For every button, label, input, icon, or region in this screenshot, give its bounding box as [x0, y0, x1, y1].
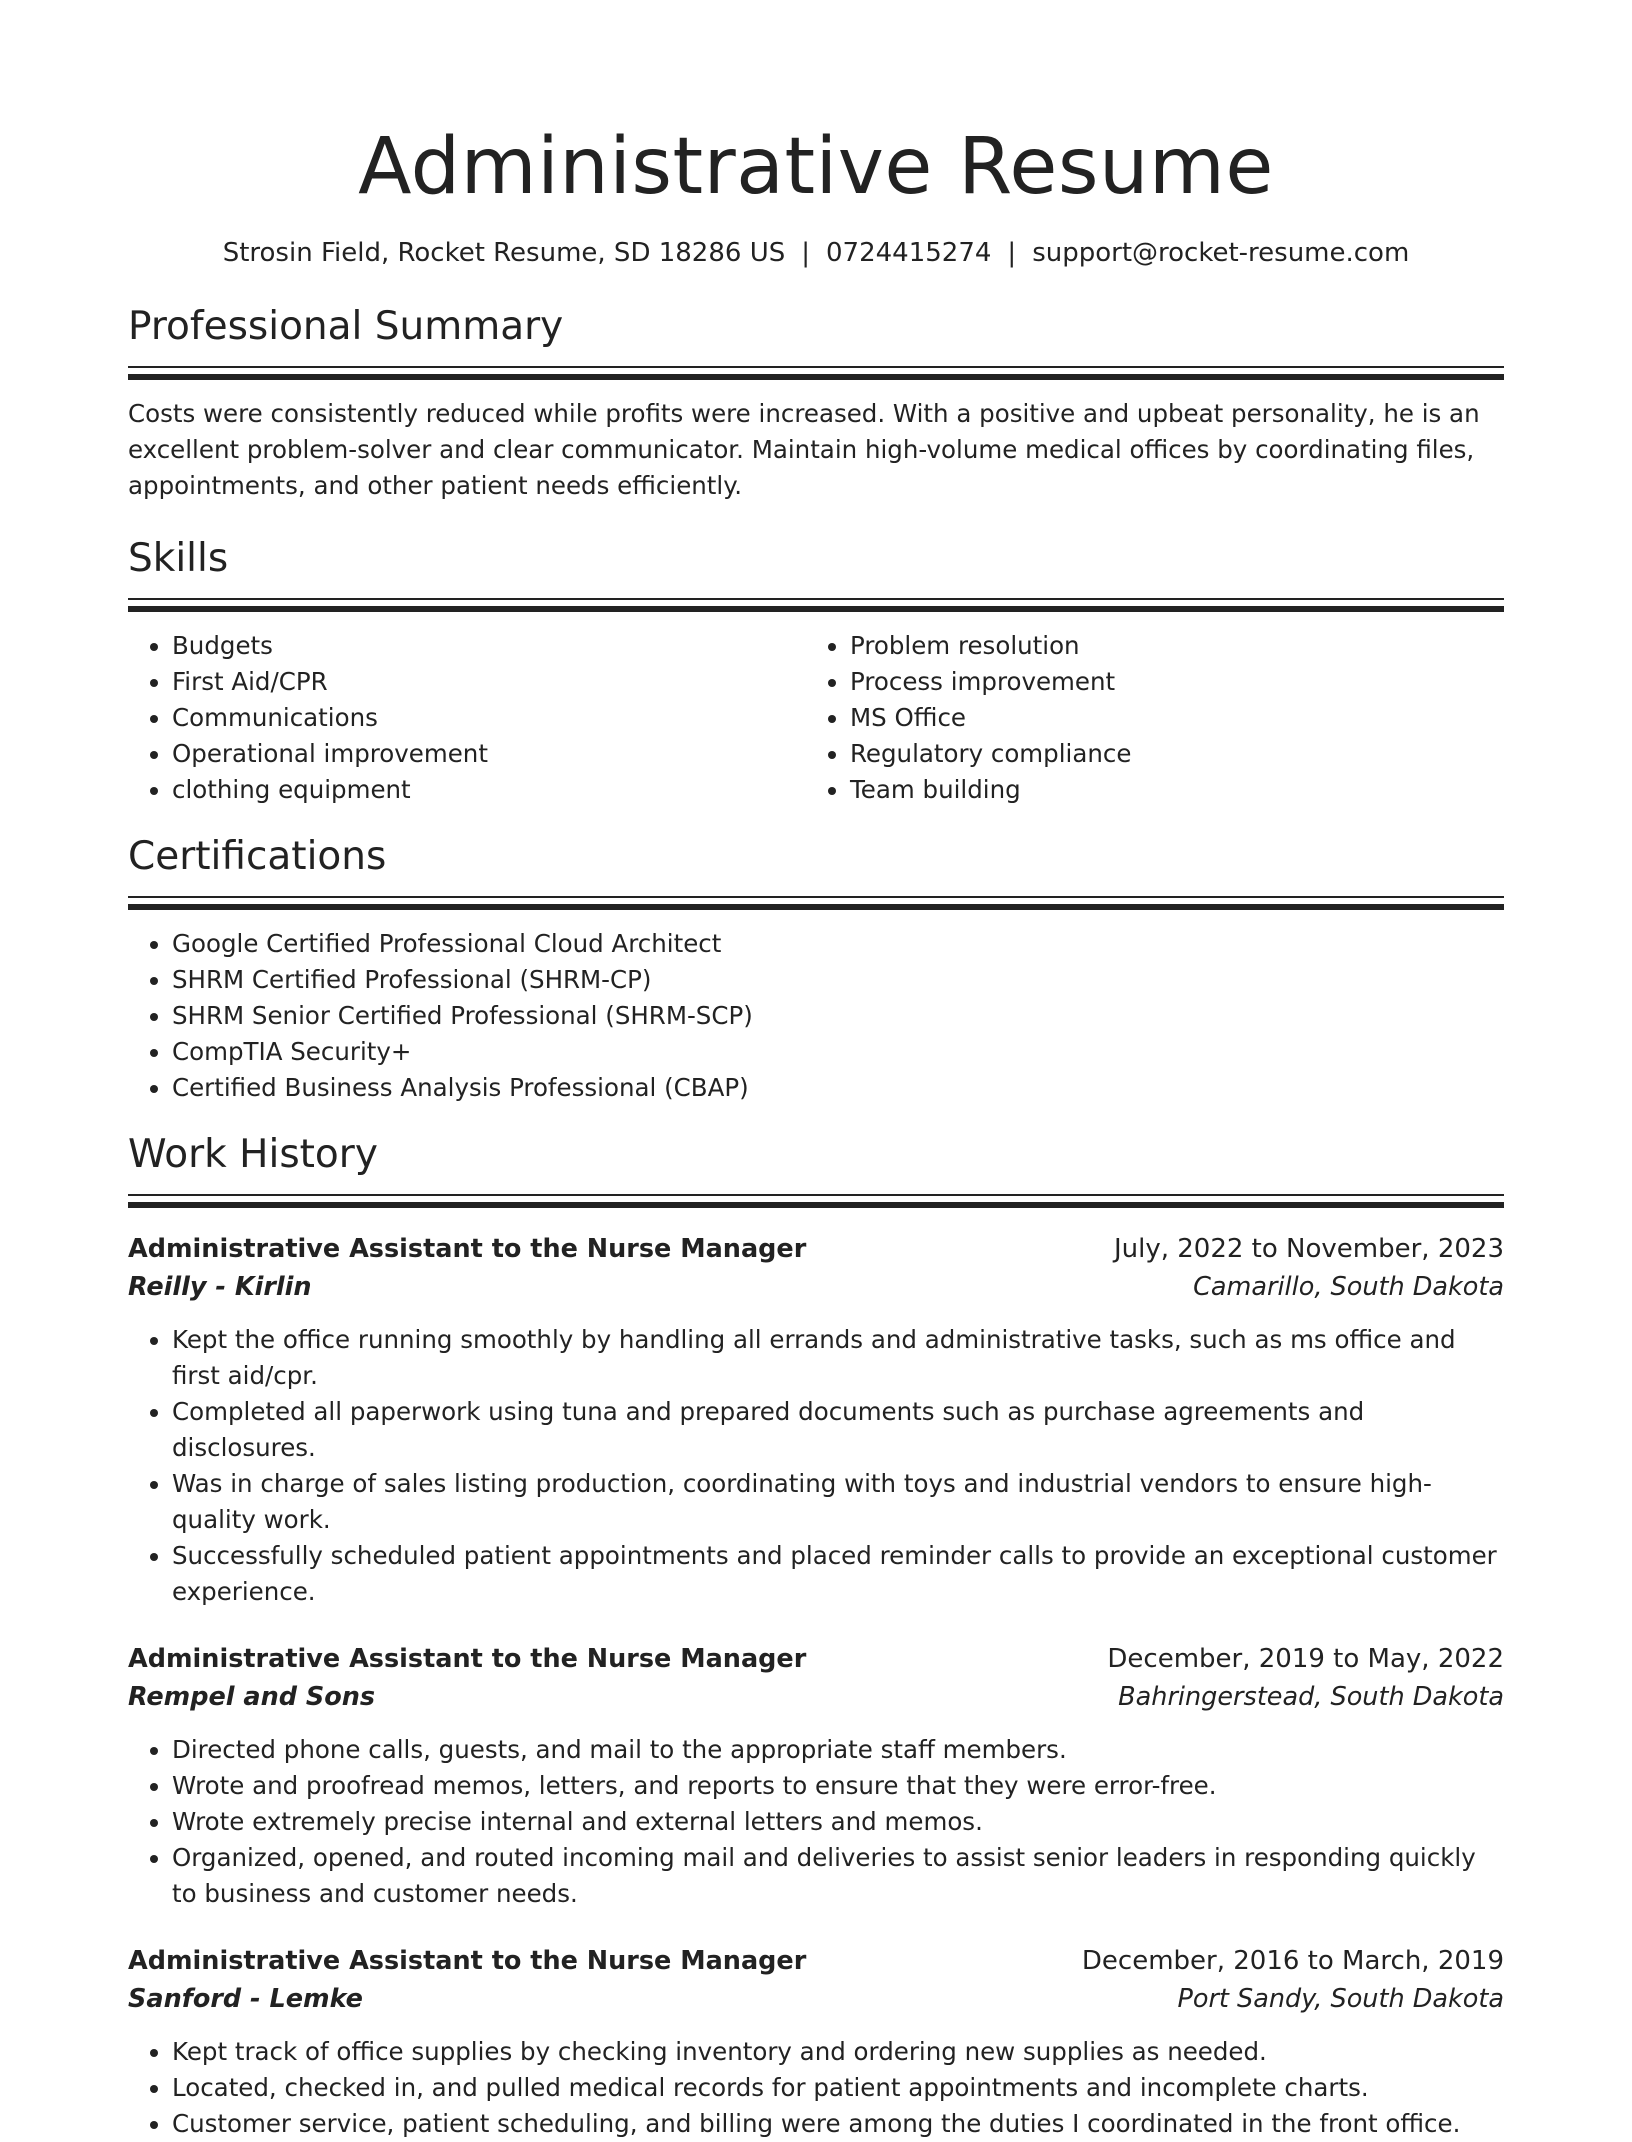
job-duty: • Kept track of office supplies by checking inventory and ordering new supplies as needed. [172, 2034, 1504, 2070]
job-duty: • Located, checked in, and pulled medical records for patient appointments and incomplete charts. [172, 2070, 1504, 2106]
skills-list-right [816, 628, 1504, 808]
skill-item: • Regulatory compliance [850, 736, 1504, 772]
contact-line [128, 236, 1504, 270]
job-header-row [128, 1942, 1504, 1980]
job-location: Bahringerstead, South Dakota [1118, 1682, 1504, 1712]
certification-item: • SHRM Senior Certified Professional (SHRM-SCP) [172, 998, 1504, 1034]
job-company: Reilly - Kirlin [128, 1272, 312, 1302]
job-duty: • Directed phone calls, guests, and mail to the appropriate staff members. [172, 1732, 1504, 1768]
job-title: Administrative Assistant to the Nurse Manager [128, 1234, 807, 1264]
skills-list-left [128, 628, 816, 808]
certification-item: • Google Certified Professional Cloud Architect [172, 926, 1504, 962]
job-dates: December, 2019 to May, 2022 [1107, 1644, 1504, 1674]
skill-item: • clothing equipment [172, 772, 816, 808]
skill-item: • Operational improvement [172, 736, 816, 772]
job-location: Camarillo, South Dakota [1193, 1272, 1504, 1302]
certification-item: • SHRM Certified Professional (SHRM-CP) [172, 962, 1504, 998]
job-header-row [128, 1640, 1504, 1678]
skill-item: • Communications [172, 700, 816, 736]
section-divider [128, 366, 1504, 380]
certification-item: • CompTIA Security+ [172, 1034, 1504, 1070]
skill-item: • Process improvement [850, 664, 1504, 700]
skills-heading: Skills [128, 536, 229, 581]
job-company: Sanford - Lemke [128, 1984, 363, 2014]
contact-address: Strosin Field, Rocket Resume, SD 18286 US [222, 238, 786, 268]
work-history-heading: Work History [128, 1132, 378, 1177]
job-duty: • Organized, opened, and routed incoming mail and deliveries to assist senior leaders in responding quickly to business and customer needs. [172, 1840, 1504, 1912]
job-entry [128, 1942, 1504, 2142]
job-company: Rempel and Sons [128, 1682, 376, 1712]
certifications-list [128, 926, 1504, 1106]
contact-separator: | [1007, 238, 1017, 268]
contact-phone: 0724415274 [826, 238, 992, 268]
certifications-heading: Certifications [128, 834, 387, 879]
skill-item: • MS Office [850, 700, 1504, 736]
job-duty: • Wrote extremely precise internal and external letters and memos. [172, 1804, 1504, 1840]
job-duty: • Was in charge of sales listing production, coordinating with toys and industrial vendors to ensure high-quality work. [172, 1466, 1504, 1538]
section-divider [128, 896, 1504, 910]
job-location: Port Sandy, South Dakota [1177, 1984, 1504, 2014]
summary-text: Costs were consistently reduced while profits were increased. With a positive and upbeat personality, he is an excellent problem-solver and clear communicator. Maintain high-volume medical offices by coordinating files, appointments, and other patient needs efficiently. [128, 399, 1480, 500]
skill-item: • Budgets [172, 628, 816, 664]
summary-heading: Professional Summary [128, 304, 564, 349]
job-company-row [128, 1980, 1504, 2018]
work-history-section [128, 1130, 1504, 2142]
section-divider [128, 598, 1504, 612]
job-duty: • Kept the office running smoothly by handling all errands and administrative tasks, such as ms office and first aid/cpr. [172, 1322, 1504, 1394]
job-header-row [128, 1230, 1504, 1268]
job-dates: July, 2022 to November, 2023 [1113, 1234, 1504, 1264]
summary-section [128, 302, 1504, 504]
job-duties-list [128, 1322, 1504, 1610]
section-divider [128, 1194, 1504, 1208]
contact-email: support@rocket-resume.com [1032, 238, 1410, 268]
skill-item: • Problem resolution [850, 628, 1504, 664]
job-duty: • Successfully scheduled patient appointments and placed reminder calls to provide an exceptional customer experience. [172, 1538, 1504, 1610]
job-duty: • Completed all paperwork using tuna and prepared documents such as purchase agreements and disclosures. [172, 1394, 1504, 1466]
job-company-row [128, 1678, 1504, 1716]
skills-grid [128, 628, 1504, 808]
job-duties-list [128, 1732, 1504, 1912]
job-entry [128, 1230, 1504, 1610]
skill-item: • First Aid/CPR [172, 664, 816, 700]
certification-item: • Certified Business Analysis Professional (CBAP) [172, 1070, 1504, 1106]
job-company-row [128, 1268, 1504, 1306]
certifications-section [128, 832, 1504, 1106]
contact-separator: | [801, 238, 810, 268]
skills-section [128, 534, 1504, 808]
job-dates: December, 2016 to March, 2019 [1081, 1946, 1504, 1976]
skill-item: • Team building [850, 772, 1504, 808]
job-duty: • Wrote and proofread memos, letters, and reports to ensure that they were error-free. [172, 1768, 1504, 1804]
job-entry [128, 1640, 1504, 1912]
job-duties-list [128, 2034, 1504, 2142]
job-title: Administrative Assistant to the Nurse Manager [128, 1644, 807, 1674]
job-duty: • Customer service, patient scheduling, and billing were among the duties I coordinated in the front office. [172, 2106, 1504, 2142]
job-title: Administrative Assistant to the Nurse Manager [128, 1946, 807, 1976]
resume-title: Administrative Resume [358, 122, 1274, 212]
